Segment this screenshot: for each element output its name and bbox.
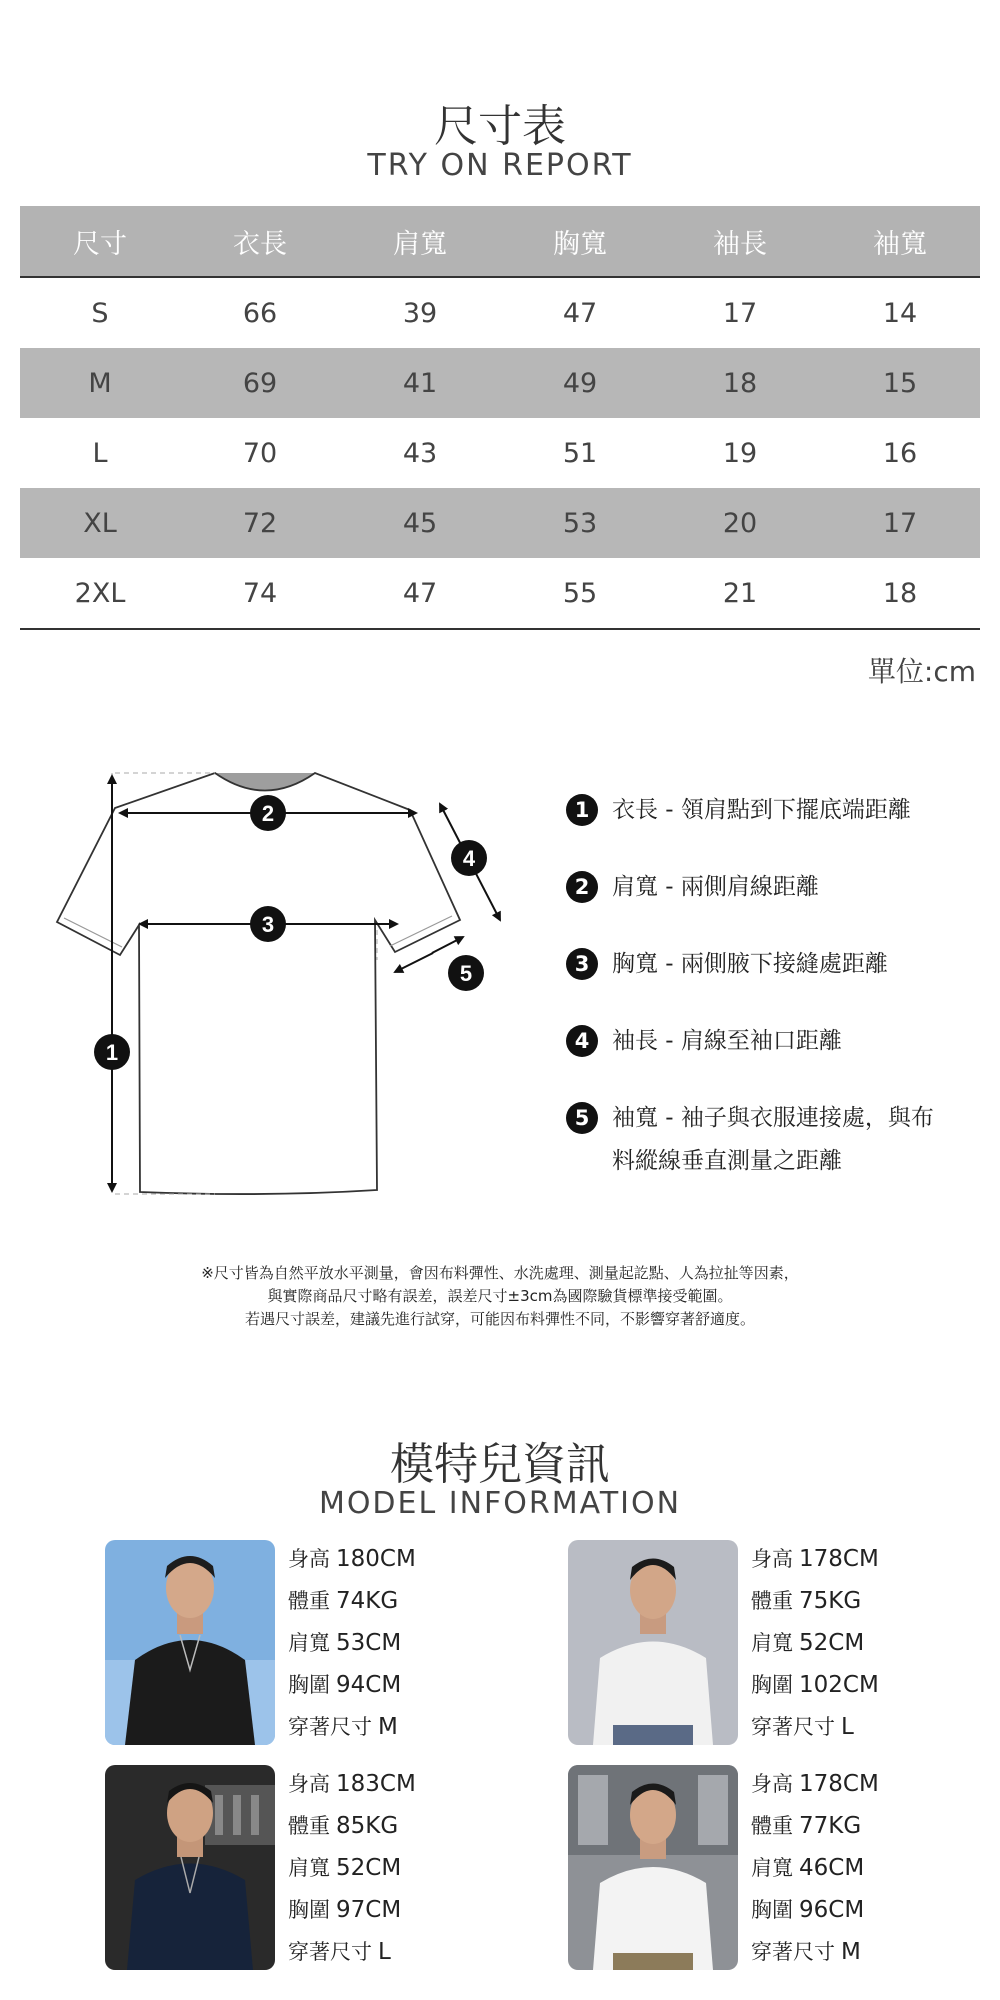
- stat-value: 97CM: [336, 1897, 402, 1923]
- table-cell: 69: [242, 367, 278, 399]
- legend-text: 衣長 - 領肩點到下擺底端距離: [612, 797, 911, 823]
- model-photo: [568, 1765, 738, 1970]
- table-cell: S: [91, 297, 109, 329]
- legend-text: 袖寬 - 袖子與衣服連接處，與布料縱線垂直測量之距離: [612, 1105, 934, 1174]
- stat-value: 77KG: [799, 1813, 862, 1839]
- table-cell: 14: [882, 297, 918, 329]
- stat-label: 體重: [288, 1589, 330, 1613]
- note-line: ※尺寸皆為自然平放水平測量，會因布料彈性、水洗處理、測量起訖點、人為拉扯等因素，: [201, 1264, 799, 1282]
- svg-text:1: 1: [105, 1040, 119, 1065]
- stat-label: 體重: [751, 1589, 793, 1613]
- legend-text: 肩寬 - 兩側肩線距離: [612, 874, 819, 900]
- marker-1: [94, 1034, 130, 1070]
- table-cell: 18: [882, 577, 918, 609]
- legend-item: [566, 1026, 986, 1063]
- model-card: [105, 1765, 565, 1970]
- stat-value: 75KG: [799, 1588, 862, 1614]
- stat-label: 胸圍: [751, 1673, 793, 1697]
- header-cell: 尺寸: [73, 228, 127, 260]
- table-cell: 47: [562, 297, 598, 329]
- table-cell: 15: [882, 367, 918, 399]
- stat-label: 穿著尺寸: [751, 1940, 835, 1964]
- table-cell: 41: [402, 367, 438, 399]
- sleeve-width-arrow-down: [395, 953, 433, 972]
- model-stats: [751, 1769, 879, 1979]
- header-cell: 袖寬: [873, 228, 927, 260]
- stat-value: 46CM: [799, 1855, 865, 1881]
- table-cell: 21: [722, 577, 758, 609]
- stat-value: 52CM: [336, 1855, 402, 1881]
- model-photo: [105, 1540, 275, 1745]
- model-stats: [288, 1769, 416, 1979]
- stat-value: 96CM: [799, 1897, 865, 1923]
- number-badge: 2: [566, 871, 598, 903]
- models-subtitle: MODEL INFORMATION: [318, 1486, 682, 1521]
- number-badge: 5: [566, 1102, 598, 1134]
- table-cell: 2XL: [74, 577, 126, 609]
- table-cell: 16: [882, 437, 918, 469]
- stat-label: 胸圍: [288, 1673, 330, 1697]
- svg-text:4: 4: [462, 846, 476, 871]
- legend-text: 袖長 - 肩線至袖口距離: [612, 1028, 842, 1054]
- marker-4: [451, 840, 487, 876]
- stat-label: 肩寬: [751, 1631, 793, 1655]
- model-stats: [751, 1544, 879, 1754]
- stat-value: 183CM: [336, 1771, 416, 1797]
- stat-value: 180CM: [336, 1546, 416, 1572]
- legend-item: [566, 949, 986, 986]
- stat-label: 身高: [288, 1772, 330, 1796]
- tshirt-diagram: [40, 760, 520, 1210]
- models-title: 模特兒資訊: [390, 1439, 610, 1490]
- stat-value: 85KG: [336, 1813, 399, 1839]
- header-cell: 衣長: [233, 228, 287, 260]
- table-cell: 20: [722, 507, 758, 539]
- table-header: [20, 206, 980, 278]
- table-cell: XL: [83, 507, 117, 539]
- table-cell: M: [88, 367, 112, 399]
- stat-value: 178CM: [799, 1546, 879, 1572]
- header-cell: 胸寬: [553, 228, 607, 260]
- note-line: 與實際商品尺寸略有誤差，誤差尺寸±3cm為國際驗貨標準接受範圍。: [267, 1287, 733, 1305]
- table-cell: 51: [562, 437, 598, 469]
- stat-value: 52CM: [799, 1630, 865, 1656]
- stat-label: 胸圍: [288, 1898, 330, 1922]
- legend-item: [566, 1103, 986, 1183]
- table-cell: 74: [242, 577, 278, 609]
- table-cell: 55: [562, 577, 598, 609]
- stat-label: 肩寬: [288, 1631, 330, 1655]
- stat-label: 穿著尺寸: [751, 1715, 835, 1739]
- table-cell: 17: [882, 507, 918, 539]
- stat-label: 肩寬: [751, 1856, 793, 1880]
- table-cell: 45: [402, 507, 438, 539]
- stat-value: M: [378, 1714, 398, 1740]
- size-table: [20, 206, 980, 630]
- table-cell: 18: [722, 367, 758, 399]
- number-badge: 4: [566, 1025, 598, 1057]
- marker-5: [448, 955, 484, 991]
- stat-label: 穿著尺寸: [288, 1940, 372, 1964]
- table-row: [20, 278, 980, 348]
- model-stats: [288, 1544, 416, 1754]
- legend-item: [566, 872, 986, 909]
- table-row: [20, 488, 980, 558]
- measurement-note: [0, 1262, 1000, 1331]
- table-cell: 43: [402, 437, 438, 469]
- stat-value: 74KG: [336, 1588, 399, 1614]
- table-cell: 53: [562, 507, 598, 539]
- table-cell: 39: [402, 297, 438, 329]
- table-cell: 19: [722, 437, 758, 469]
- table-cell: 49: [562, 367, 598, 399]
- table-cell: 70: [242, 437, 278, 469]
- stat-label: 身高: [751, 1772, 793, 1796]
- model-card: [105, 1540, 565, 1745]
- marker-3: [250, 906, 286, 942]
- stat-label: 肩寬: [288, 1856, 330, 1880]
- svg-text:2: 2: [261, 801, 275, 826]
- sleeve-width-arrow-up: [432, 937, 463, 953]
- table-cell: 47: [402, 577, 438, 609]
- size-chart-subtitle: TRY ON REPORT: [367, 148, 633, 183]
- stat-label: 身高: [751, 1547, 793, 1571]
- table-cell: 17: [722, 297, 758, 329]
- sleeve-hem-left: [64, 918, 122, 947]
- number-badge: 3: [566, 948, 598, 980]
- table-row: [20, 418, 980, 488]
- legend-text: 胸寬 - 兩側腋下接縫處距離: [612, 951, 888, 977]
- table-cell: 72: [242, 507, 278, 539]
- model-photo: [568, 1540, 738, 1745]
- stat-label: 體重: [751, 1814, 793, 1838]
- stat-value: 94CM: [336, 1672, 402, 1698]
- stat-value: M: [841, 1939, 861, 1965]
- stat-value: 102CM: [799, 1672, 879, 1698]
- size-chart-title: 尺寸表: [434, 101, 566, 152]
- table-row: [20, 558, 980, 630]
- header-cell: 肩寬: [393, 228, 447, 260]
- tshirt-outline: [57, 773, 460, 1194]
- unit-label: 單位:cm: [867, 655, 976, 688]
- svg-text:3: 3: [261, 912, 275, 937]
- model-card: [568, 1765, 1000, 1970]
- header-cell: 袖長: [713, 228, 767, 260]
- stat-value: L: [841, 1714, 854, 1740]
- svg-text:5: 5: [459, 961, 473, 986]
- model-card: [568, 1540, 1000, 1745]
- table-row: [20, 348, 980, 418]
- measurement-legend: [566, 795, 986, 1223]
- stat-label: 穿著尺寸: [288, 1715, 372, 1739]
- note-line: 若遇尺寸誤差，建議先進行試穿，可能因布料彈性不同，不影響穿著舒適度。: [244, 1310, 755, 1328]
- stat-value: 178CM: [799, 1771, 879, 1797]
- table-cell: L: [92, 437, 108, 469]
- stat-label: 胸圍: [751, 1898, 793, 1922]
- stat-label: 體重: [288, 1814, 330, 1838]
- model-photo: [105, 1765, 275, 1970]
- sleeve-hem-right: [390, 916, 452, 946]
- marker-2: [250, 795, 286, 831]
- stat-value: L: [378, 1939, 391, 1965]
- stat-label: 身高: [288, 1547, 330, 1571]
- number-badge: 1: [566, 794, 598, 826]
- legend-item: [566, 795, 986, 832]
- stat-value: 53CM: [336, 1630, 402, 1656]
- table-cell: 66: [242, 297, 278, 329]
